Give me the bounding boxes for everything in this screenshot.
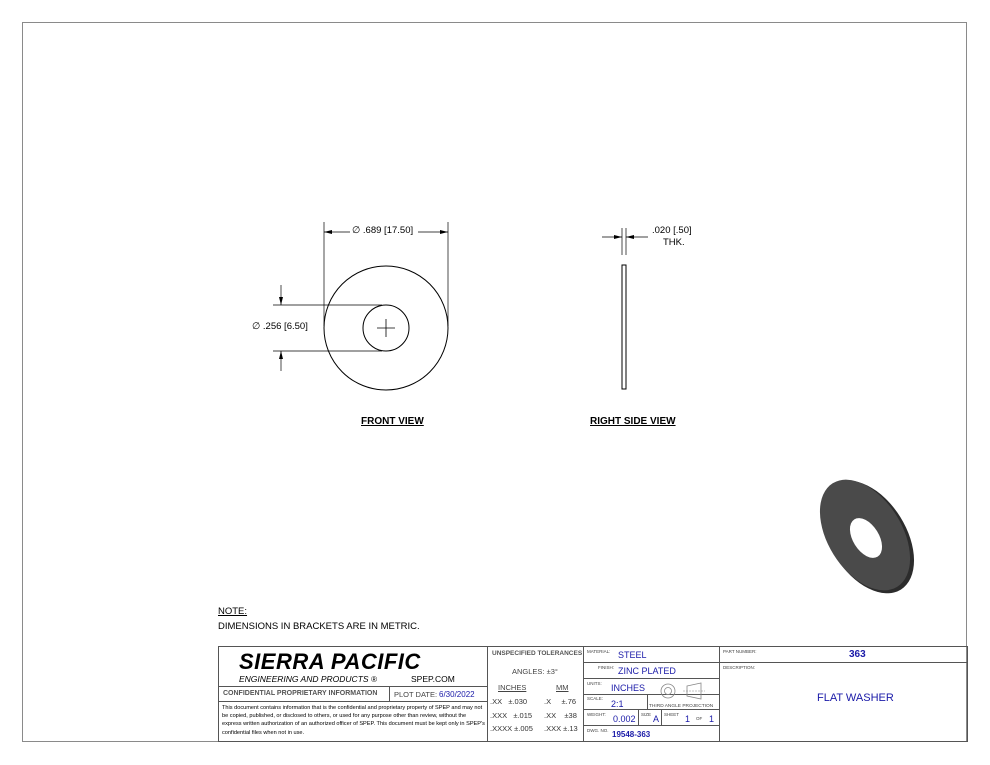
third-angle-projection-icon xyxy=(659,681,709,701)
projection-cell: THIRD ANGLE PROJECTION xyxy=(647,678,720,710)
sheet-cell: SHEET 1 OF 1 xyxy=(661,709,720,726)
plot-date-cell: PLOT DATE: 6/30/2022 xyxy=(389,686,488,702)
tolerances-cell: UNSPECIFIED TOLERANCES ANGLES: ±3° INCHES MM .XX ±.030 .XXX ±.015 .XXXX ±.005 .X ±.76 .XX ±38 .XXX ±.13 xyxy=(487,646,584,742)
disclaimer-cell: This document contains information that is the confidential and proprietary property of SPEP and may not be copied, published, or disclosed to others, or used for any purpose other than review, without the express written authorization of an authorized officer of SPEP. This document must be kept only in SPEP's confidential files when not in use. xyxy=(218,701,488,742)
company-name: SIERRA PACIFIC xyxy=(239,649,421,674)
thickness-dimension-text: .020 [.50] xyxy=(652,225,692,236)
material-cell: MATERIAL: STEEL xyxy=(583,646,720,663)
title-block xyxy=(218,646,968,742)
thickness-label: THK. xyxy=(663,237,685,248)
outer-diameter-dimension xyxy=(324,222,448,326)
units-cell: UNITS: INCHES xyxy=(583,678,720,695)
size-cell: SIZE A xyxy=(638,709,662,726)
hole-dimension-text: ∅ .256 [6.50] xyxy=(252,321,308,332)
dwg-no-cell: DWG. NO. 19548-363 xyxy=(583,725,720,742)
finish-cell: FINISH: ZINC PLATED xyxy=(583,662,720,679)
company-website: SPEP.COM xyxy=(411,674,455,684)
scale-cell: SCALE: 2:1 xyxy=(583,694,648,710)
front-view-label: FRONT VIEW xyxy=(361,416,424,427)
description-cell: DESCRIPTION: FLAT WASHER xyxy=(719,662,968,742)
washer-side-profile xyxy=(622,265,626,389)
thickness-dimension xyxy=(602,228,648,255)
company-subtitle: ENGINEERING AND PRODUCTS ® xyxy=(239,674,377,684)
outer-dimension-text: ∅ .689 [17.50] xyxy=(352,225,414,236)
company-logo-cell xyxy=(218,646,488,687)
weight-cell: WEIGHT: 0.002 xyxy=(583,709,639,726)
right-side-view-label: RIGHT SIDE VIEW xyxy=(590,416,676,427)
note-text: DIMENSIONS IN BRACKETS ARE IN METRIC. xyxy=(218,621,420,632)
note-heading: NOTE: xyxy=(218,606,248,617)
part-number-cell: PART NUMBER: 363 xyxy=(719,646,968,663)
confidential-heading-cell: CONFIDENTIAL PROPRIETARY INFORMATION xyxy=(218,686,390,702)
isometric-washer-image xyxy=(801,464,933,610)
